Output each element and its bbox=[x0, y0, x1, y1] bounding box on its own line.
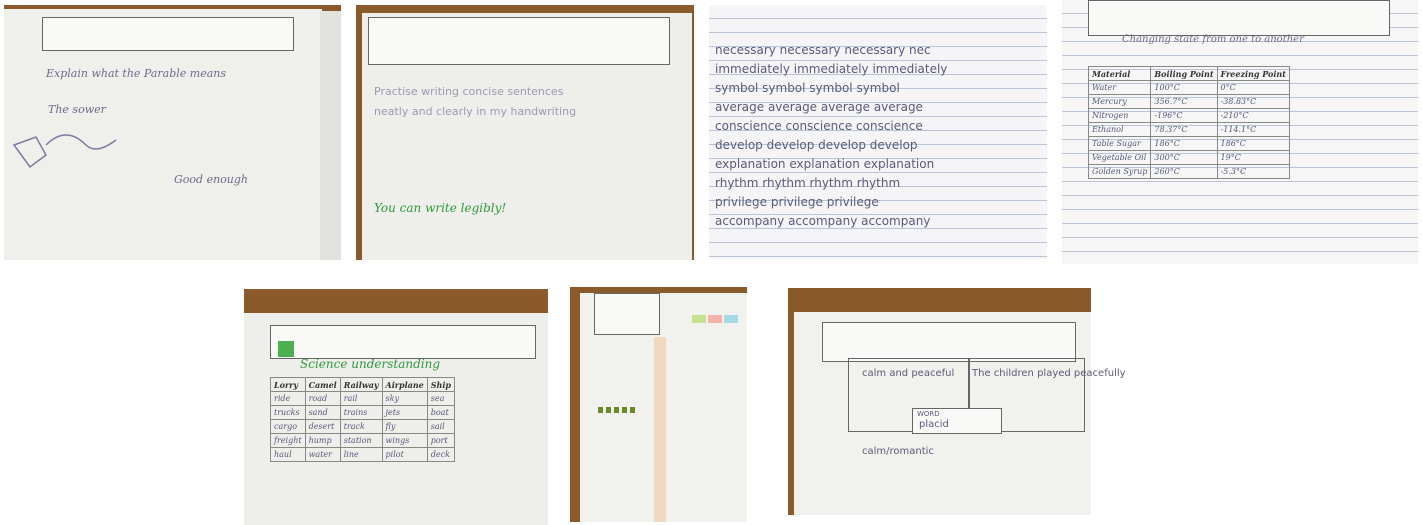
handwritten-line: Practise writing concise sentences bbox=[374, 85, 564, 98]
green-sticker bbox=[278, 341, 294, 357]
spelling-row: average average average average bbox=[715, 100, 923, 114]
table-cell: Airplane bbox=[382, 378, 427, 392]
table-row bbox=[1089, 165, 1290, 179]
definition-text: calm and peaceful bbox=[862, 368, 955, 379]
table-cell: 300°C bbox=[1151, 151, 1217, 165]
notebook-page-edge bbox=[320, 11, 341, 260]
table-cell: jets bbox=[382, 406, 427, 420]
table-cell: Water bbox=[1089, 81, 1151, 95]
photo-maths-workbook bbox=[570, 287, 747, 522]
lesson-objective-header bbox=[42, 17, 294, 51]
colour-tab bbox=[708, 315, 722, 323]
table-cell: Ship bbox=[427, 378, 454, 392]
table-cell: -210°C bbox=[1217, 109, 1289, 123]
table-row bbox=[1089, 109, 1290, 123]
teacher-comment: Good enough bbox=[174, 173, 248, 186]
counter-dot bbox=[598, 407, 603, 413]
spelling-row: conscience conscience conscience bbox=[715, 119, 923, 133]
table-cell: sand bbox=[305, 406, 340, 420]
lesson-objective-header bbox=[368, 17, 670, 65]
table-cell: sail bbox=[427, 420, 454, 434]
spelling-row: symbol symbol symbol symbol bbox=[715, 81, 900, 95]
table-row bbox=[1089, 151, 1290, 165]
table-cell: hump bbox=[305, 434, 340, 448]
colour-tab bbox=[692, 315, 706, 323]
table-cell: desert bbox=[305, 420, 340, 434]
table-cell: -5.3°C bbox=[1217, 165, 1289, 179]
counters-row bbox=[598, 407, 635, 413]
table-cell: Material bbox=[1089, 67, 1151, 81]
spelling-row: develop develop develop develop bbox=[715, 138, 918, 152]
table-row bbox=[1089, 81, 1290, 95]
lesson-objective-header bbox=[822, 322, 1076, 362]
table-cell: 100°C bbox=[1151, 81, 1217, 95]
table-cell: -196°C bbox=[1151, 109, 1217, 123]
photo-states-of-matter bbox=[1062, 0, 1418, 264]
table-row bbox=[1089, 123, 1290, 137]
spelling-row: accompany accompany accompany bbox=[715, 214, 931, 228]
table-cell: Nitrogen bbox=[1089, 109, 1151, 123]
table-row bbox=[271, 392, 455, 406]
pencil-drawing bbox=[6, 115, 146, 195]
table-cell: Camel bbox=[305, 378, 340, 392]
table-cell: 186°C bbox=[1217, 137, 1289, 151]
photo-handwriting-practice bbox=[356, 5, 694, 260]
table-cell: Table Sugar bbox=[1089, 137, 1151, 151]
table-cell: sea bbox=[427, 392, 454, 406]
photo-word-study bbox=[788, 288, 1126, 515]
table-row bbox=[271, 448, 455, 462]
spelling-row: rhythm rhythm rhythm rhythm bbox=[715, 176, 901, 190]
table-row bbox=[1089, 67, 1290, 81]
handwritten-line: Explain what the Parable means bbox=[46, 67, 227, 80]
table-cell: road bbox=[305, 392, 340, 406]
table-row bbox=[1089, 95, 1290, 109]
table-cell: freight bbox=[271, 434, 306, 448]
workbook-spine bbox=[654, 337, 666, 522]
colour-tab bbox=[724, 315, 738, 323]
table-cell: 78.37°C bbox=[1151, 123, 1217, 137]
table-cell: wings bbox=[382, 434, 427, 448]
table-cell: 19°C bbox=[1217, 151, 1289, 165]
spelling-row: explanation explanation explanation bbox=[715, 157, 935, 171]
table-cell: trucks bbox=[271, 406, 306, 420]
page-heading: Science understanding bbox=[300, 357, 441, 371]
word-value: placid bbox=[919, 419, 949, 430]
word-label: WORD bbox=[917, 410, 940, 418]
table-cell: Vegetable Oil bbox=[1089, 151, 1151, 165]
spelling-row: immediately immediately immediately bbox=[715, 62, 948, 76]
table-cell: Golden Syrup bbox=[1089, 165, 1151, 179]
lesson-objective-header bbox=[594, 293, 660, 335]
table-cell: deck bbox=[427, 448, 454, 462]
photo-transport-vocabulary bbox=[244, 289, 548, 525]
counter-dot bbox=[606, 407, 611, 413]
table-cell: Railway bbox=[340, 378, 382, 392]
photo-parable-notebook bbox=[4, 5, 341, 260]
table-cell: port bbox=[427, 434, 454, 448]
lesson-objective-header bbox=[1088, 0, 1390, 36]
table-cell: Lorry bbox=[271, 378, 306, 392]
counter-dot bbox=[614, 407, 619, 413]
table-cell: station bbox=[340, 434, 382, 448]
table-row bbox=[271, 406, 455, 420]
lesson-objective-header bbox=[270, 325, 536, 359]
table-cell: 186°C bbox=[1151, 137, 1217, 151]
table-cell: fly bbox=[382, 420, 427, 434]
table-cell: 356.7°C bbox=[1151, 95, 1217, 109]
table-cell: Ethanol bbox=[1089, 123, 1151, 137]
table-cell: boat bbox=[427, 406, 454, 420]
photo-spelling-practice bbox=[709, 5, 1047, 259]
table-cell: track bbox=[340, 420, 382, 434]
handwritten-line: The sower bbox=[48, 103, 106, 116]
antonym-text: calm/romantic bbox=[862, 446, 934, 457]
spelling-row: necessary necessary necessary nec bbox=[715, 43, 931, 57]
table-cell: -38.83°C bbox=[1217, 95, 1289, 109]
table-cell: Boiling Point bbox=[1151, 67, 1217, 81]
table-row bbox=[271, 420, 455, 434]
table-cell: -114.1°C bbox=[1217, 123, 1289, 137]
counter-dot bbox=[630, 407, 635, 413]
table-cell: Freezing Point bbox=[1217, 67, 1289, 81]
table-cell: 0°C bbox=[1217, 81, 1289, 95]
table-cell: cargo bbox=[271, 420, 306, 434]
table-cell: Mercury bbox=[1089, 95, 1151, 109]
table-cell: sky bbox=[382, 392, 427, 406]
table-row bbox=[1089, 137, 1290, 151]
table-cell: ride bbox=[271, 392, 306, 406]
table-cell: 260°C bbox=[1151, 165, 1217, 179]
table-cell: water bbox=[305, 448, 340, 462]
example-sentence: The children played peacefully bbox=[972, 368, 1126, 379]
table-cell: haul bbox=[271, 448, 306, 462]
table-row bbox=[271, 434, 455, 448]
spelling-row: privilege privilege privilege bbox=[715, 195, 879, 209]
counter-dot bbox=[622, 407, 627, 413]
word-box bbox=[912, 408, 1002, 434]
vocabulary-table bbox=[270, 377, 455, 462]
table-cell: pilot bbox=[382, 448, 427, 462]
handwritten-line: neatly and clearly in my handwriting bbox=[374, 105, 577, 118]
table-cell: rail bbox=[340, 392, 382, 406]
table-row bbox=[271, 378, 455, 392]
page-heading: Changing state from one to another bbox=[1122, 34, 1304, 45]
table-cell: line bbox=[340, 448, 382, 462]
table-cell: trains bbox=[340, 406, 382, 420]
teacher-comment: You can write legibly! bbox=[374, 201, 507, 215]
boiling-freezing-table bbox=[1088, 66, 1290, 179]
